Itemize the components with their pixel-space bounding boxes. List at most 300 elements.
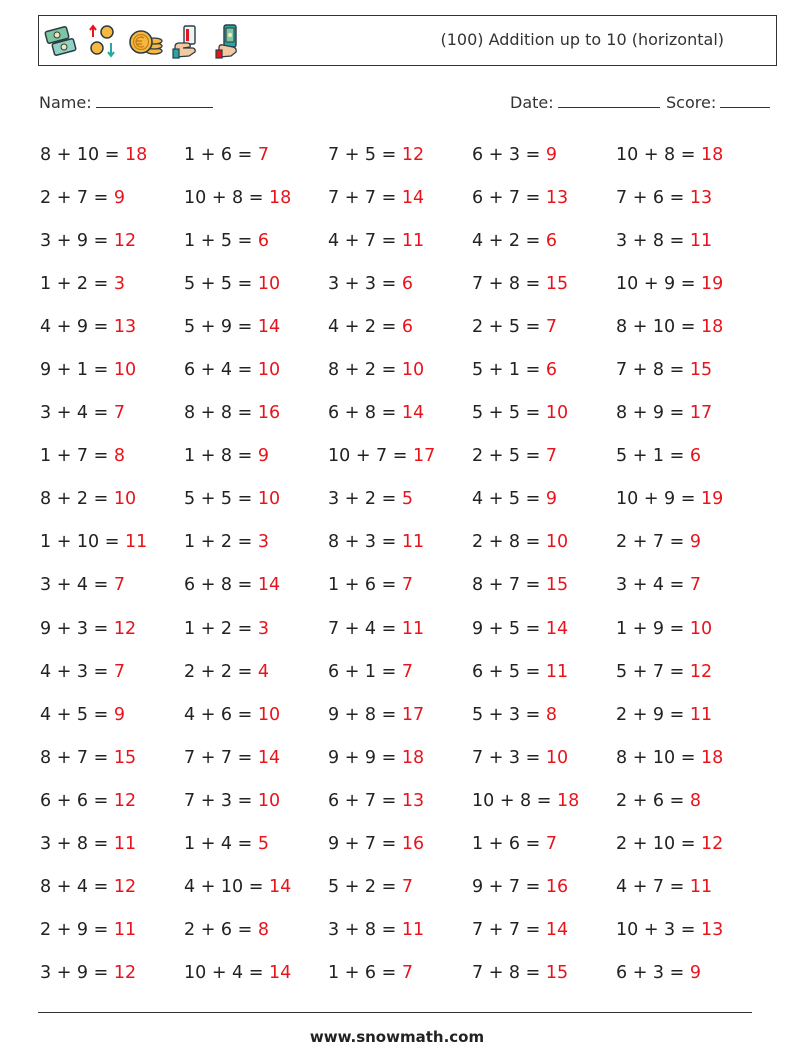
- problem-answer: 6: [401, 317, 414, 338]
- problem-cell: [616, 564, 760, 607]
- problem-question: 6 + 1 =: [328, 661, 397, 682]
- problem-cell: [40, 952, 184, 995]
- problem-question: 4 + 3 =: [40, 661, 109, 682]
- problem-question: 10 + 8 =: [472, 790, 552, 811]
- problem-question: 6 + 7 =: [472, 188, 541, 209]
- problem-cell: [472, 909, 616, 952]
- problem-answer: 19: [701, 274, 724, 295]
- problem-cell: [328, 392, 472, 435]
- problem-answer: 9: [545, 145, 558, 165]
- problem-answer: 13: [689, 188, 713, 209]
- problem-answer: 11: [689, 231, 713, 252]
- problem-answer: 8: [257, 919, 270, 940]
- problem-question: 1 + 2 =: [184, 532, 253, 553]
- problem-question: 7 + 8 =: [472, 274, 541, 295]
- problem-cell: [184, 134, 328, 177]
- problem-answer: 15: [545, 274, 569, 295]
- problem-answer: 8: [113, 446, 126, 467]
- problem-cell: [328, 952, 472, 995]
- problem-answer: 11: [113, 833, 137, 854]
- problem-question: 5 + 2 =: [328, 876, 397, 897]
- name-field[interactable]: [39, 93, 213, 112]
- problem-question: 7 + 3 =: [472, 747, 541, 768]
- problem-cell: [40, 651, 184, 694]
- problem-cell: [472, 263, 616, 306]
- problem-cell: [616, 263, 760, 306]
- problem-cell: [472, 823, 616, 866]
- problem-question: 3 + 4 =: [40, 575, 109, 596]
- problem-answer: 15: [545, 962, 569, 983]
- problem-cell: [328, 909, 472, 952]
- problem-answer: 14: [401, 188, 425, 209]
- problem-answer: 9: [545, 489, 558, 510]
- problem-question: 1 + 8 =: [184, 446, 253, 467]
- problem-answer: 7: [545, 317, 558, 338]
- problem-cell: [184, 823, 328, 866]
- problem-question: 4 + 9 =: [40, 317, 109, 338]
- problem-answer: 7: [401, 876, 414, 897]
- problem-question: 5 + 5 =: [472, 403, 541, 424]
- problem-answer: 10: [545, 747, 569, 768]
- problem-question: 1 + 4 =: [184, 833, 253, 854]
- exchange-coins-icon: [85, 23, 121, 59]
- problem-question: 9 + 7 =: [328, 833, 397, 854]
- problem-question: 9 + 7 =: [472, 876, 541, 897]
- problem-answer: 5: [257, 833, 270, 854]
- problem-cell: [616, 306, 760, 349]
- problem-question: 2 + 9 =: [40, 919, 109, 940]
- problem-answer: 16: [545, 876, 569, 897]
- problem-question: 8 + 10 =: [616, 317, 696, 338]
- problem-cell: [40, 608, 184, 651]
- problem-cell: [616, 435, 760, 478]
- problem-question: 4 + 7 =: [328, 231, 397, 252]
- problem-question: 7 + 7 =: [472, 919, 541, 940]
- problem-answer: 7: [113, 661, 126, 682]
- problem-question: 9 + 3 =: [40, 618, 109, 639]
- problem-answer: 10: [545, 532, 569, 553]
- problem-answer: 19: [701, 489, 724, 510]
- problem-question: 1 + 6 =: [328, 962, 397, 983]
- problem-answer: 8: [545, 704, 558, 725]
- problem-answer: 11: [689, 704, 713, 725]
- problem-answer: 10: [257, 790, 281, 811]
- problem-cell: [40, 306, 184, 349]
- problem-cell: [616, 952, 760, 995]
- problem-question: 7 + 7 =: [184, 747, 253, 768]
- problem-answer: 7: [689, 575, 702, 596]
- problem-question: 8 + 2 =: [40, 489, 109, 510]
- problem-question: 2 + 7 =: [616, 532, 685, 553]
- problem-answer: 10: [257, 704, 281, 725]
- problem-question: 5 + 5 =: [184, 489, 253, 510]
- problem-cell: [472, 392, 616, 435]
- problem-cell: [616, 608, 760, 651]
- problem-cell: [328, 349, 472, 392]
- problem-cell: [616, 737, 760, 780]
- problem-question: 10 + 9 =: [616, 489, 696, 510]
- problem-question: 2 + 5 =: [472, 317, 541, 338]
- problem-cell: [328, 521, 472, 564]
- problem-answer: 12: [113, 962, 137, 983]
- problem-cell: [472, 177, 616, 220]
- problem-answer: 6: [257, 231, 270, 252]
- problem-cell: [472, 521, 616, 564]
- date-blank[interactable]: [558, 93, 660, 108]
- problem-answer: 16: [257, 403, 281, 424]
- problem-question: 4 + 5 =: [40, 704, 109, 725]
- problem-cell: [328, 564, 472, 607]
- problem-answer: 10: [257, 489, 281, 510]
- problem-cell: [40, 435, 184, 478]
- problem-cell: [184, 349, 328, 392]
- problem-cell: [328, 737, 472, 780]
- date-field[interactable]: [510, 93, 660, 112]
- problem-answer: 18: [269, 188, 292, 209]
- problem-answer: 12: [689, 661, 713, 682]
- score-label: Score:: [666, 93, 717, 112]
- problem-question: 4 + 5 =: [472, 489, 541, 510]
- problem-cell: [616, 694, 760, 737]
- problem-answer: 9: [689, 962, 702, 983]
- problem-question: 7 + 4 =: [328, 618, 397, 639]
- problem-question: 4 + 6 =: [184, 704, 253, 725]
- problem-answer: 7: [401, 661, 414, 682]
- problem-answer: 7: [113, 575, 126, 596]
- problem-answer: 11: [401, 919, 425, 940]
- problem-answer: 12: [113, 790, 137, 811]
- problem-answer: 3: [257, 532, 270, 553]
- problem-cell: [472, 952, 616, 995]
- money-bills-icon: [43, 23, 79, 59]
- problem-question: 1 + 6 =: [328, 575, 397, 596]
- problem-cell: [472, 651, 616, 694]
- problem-cell: [472, 608, 616, 651]
- problem-answer: 9: [689, 532, 702, 553]
- problem-cell: [328, 866, 472, 909]
- problem-cell: [472, 564, 616, 607]
- problem-question: 8 + 7 =: [472, 575, 541, 596]
- problem-cell: [616, 392, 760, 435]
- problem-answer: 14: [545, 919, 569, 940]
- problem-cell: [40, 780, 184, 823]
- problem-answer: 9: [113, 188, 126, 209]
- problem-cell: [616, 177, 760, 220]
- problem-cell: [40, 694, 184, 737]
- problem-cell: [328, 134, 472, 177]
- problem-question: 3 + 4 =: [40, 403, 109, 424]
- problem-answer: 3: [257, 618, 270, 639]
- problem-cell: [40, 392, 184, 435]
- problem-cell: [40, 220, 184, 263]
- problem-cell: [40, 564, 184, 607]
- problem-question: 8 + 9 =: [616, 403, 685, 424]
- problem-question: 1 + 5 =: [184, 231, 253, 252]
- problem-answer: 14: [257, 575, 281, 596]
- problem-cell: [184, 263, 328, 306]
- problem-cell: [616, 866, 760, 909]
- problem-answer: 14: [401, 403, 425, 424]
- problem-question: 5 + 5 =: [184, 274, 253, 295]
- score-blank[interactable]: [720, 93, 770, 108]
- problem-question: 5 + 9 =: [184, 317, 253, 338]
- problem-question: 1 + 7 =: [40, 446, 109, 467]
- problem-question: 10 + 7 =: [328, 446, 408, 467]
- problem-answer: 13: [701, 919, 724, 940]
- problem-answer: 10: [689, 618, 713, 639]
- problem-cell: [616, 823, 760, 866]
- date-label: Date:: [510, 93, 554, 112]
- problem-question: 7 + 8 =: [616, 360, 685, 381]
- problem-answer: 17: [401, 704, 425, 725]
- problem-question: 4 + 7 =: [616, 876, 685, 897]
- problem-answer: 14: [545, 618, 569, 639]
- problem-answer: 14: [257, 317, 281, 338]
- problem-cell: [328, 651, 472, 694]
- problem-cell: [184, 608, 328, 651]
- problem-cell: [472, 478, 616, 521]
- problem-cell: [40, 866, 184, 909]
- problem-cell: [184, 866, 328, 909]
- problem-question: 2 + 9 =: [616, 704, 685, 725]
- problem-answer: 12: [113, 876, 137, 897]
- problem-answer: 14: [257, 747, 281, 768]
- problem-cell: [616, 134, 760, 177]
- problem-cell: [40, 263, 184, 306]
- problem-question: 6 + 7 =: [328, 790, 397, 811]
- problem-answer: 11: [113, 919, 137, 940]
- problem-cell: [472, 737, 616, 780]
- problem-cell: [184, 521, 328, 564]
- problem-cell: [184, 177, 328, 220]
- footer-divider: [38, 1012, 752, 1013]
- problem-answer: 7: [401, 575, 414, 596]
- problem-answer: 18: [701, 747, 724, 768]
- name-blank[interactable]: [96, 93, 213, 108]
- footer-site: www.snowmath.com: [309, 1028, 485, 1046]
- problem-cell: [472, 780, 616, 823]
- problem-answer: 14: [269, 962, 292, 983]
- hand-card-icon: [169, 23, 205, 59]
- problem-question: 3 + 9 =: [40, 231, 109, 252]
- problem-answer: 6: [545, 360, 558, 381]
- problem-answer: 7: [257, 145, 270, 165]
- problem-question: 1 + 9 =: [616, 618, 685, 639]
- problem-cell: [472, 435, 616, 478]
- problem-answer: 12: [113, 231, 137, 252]
- problem-question: 8 + 4 =: [40, 876, 109, 897]
- problem-cell: [184, 694, 328, 737]
- problem-cell: [184, 780, 328, 823]
- worksheet-title: (100) Addition up to 10 (horizontal): [440, 30, 724, 49]
- problem-cell: [472, 134, 616, 177]
- problem-cell: [616, 521, 760, 564]
- problem-cell: [40, 177, 184, 220]
- problem-answer: 6: [545, 231, 558, 252]
- problem-question: 9 + 5 =: [472, 618, 541, 639]
- problem-question: 7 + 6 =: [616, 188, 685, 209]
- problem-question: 3 + 8 =: [40, 833, 109, 854]
- problem-question: 8 + 3 =: [328, 532, 397, 553]
- problem-cell: [184, 651, 328, 694]
- problem-cell: [184, 392, 328, 435]
- problem-question: 9 + 9 =: [328, 747, 397, 768]
- problem-answer: 11: [401, 532, 425, 553]
- problem-cell: [184, 220, 328, 263]
- problem-answer: 6: [689, 446, 702, 467]
- problem-answer: 5: [401, 489, 414, 510]
- problem-question: 9 + 8 =: [328, 704, 397, 725]
- problem-cell: [328, 306, 472, 349]
- problem-answer: 12: [113, 618, 137, 639]
- problem-answer: 18: [701, 145, 724, 165]
- hand-phone-icon: [211, 23, 247, 59]
- problem-question: 2 + 2 =: [184, 661, 253, 682]
- problem-answer: 18: [401, 747, 425, 768]
- problem-cell: [616, 909, 760, 952]
- problem-question: 3 + 3 =: [328, 274, 397, 295]
- problem-cell: [328, 608, 472, 651]
- problem-cell: [40, 823, 184, 866]
- problem-cell: [472, 866, 616, 909]
- problem-question: 7 + 5 =: [328, 145, 397, 165]
- problem-cell: [472, 306, 616, 349]
- problem-question: 1 + 2 =: [184, 618, 253, 639]
- problem-answer: 8: [689, 790, 702, 811]
- problem-answer: 7: [545, 446, 558, 467]
- problem-cell: [184, 478, 328, 521]
- problem-question: 2 + 6 =: [616, 790, 685, 811]
- problem-question: 4 + 2 =: [328, 317, 397, 338]
- problem-answer: 7: [545, 833, 558, 854]
- problem-question: 3 + 2 =: [328, 489, 397, 510]
- problem-answer: 10: [257, 274, 281, 295]
- problem-question: 3 + 9 =: [40, 962, 109, 983]
- problem-cell: [40, 737, 184, 780]
- problem-answer: 4: [257, 661, 270, 682]
- problem-answer: 17: [689, 403, 713, 424]
- worksheet-header: [38, 15, 777, 66]
- problem-question: 6 + 3 =: [616, 962, 685, 983]
- problem-answer: 10: [401, 360, 425, 381]
- problem-cell: [328, 823, 472, 866]
- problem-question: 5 + 1 =: [616, 446, 685, 467]
- problem-answer: 11: [545, 661, 569, 682]
- problem-answer: 16: [401, 833, 425, 854]
- name-label: Name:: [39, 93, 92, 112]
- problem-cell: [472, 349, 616, 392]
- problem-answer: 11: [125, 532, 148, 553]
- problem-answer: 13: [113, 317, 137, 338]
- problem-question: 2 + 6 =: [184, 919, 253, 940]
- problem-answer: 18: [125, 145, 148, 165]
- problem-answer: 10: [545, 403, 569, 424]
- problem-question: 10 + 8 =: [616, 145, 696, 165]
- score-field[interactable]: [666, 93, 770, 112]
- problem-cell: [184, 306, 328, 349]
- problem-question: 8 + 7 =: [40, 747, 109, 768]
- problem-answer: 7: [401, 962, 414, 983]
- problem-question: 5 + 3 =: [472, 704, 541, 725]
- problem-cell: [328, 263, 472, 306]
- header-icons: [43, 21, 247, 61]
- problem-question: 4 + 10 =: [184, 876, 264, 897]
- problem-question: 9 + 1 =: [40, 360, 109, 381]
- problem-question: 6 + 5 =: [472, 661, 541, 682]
- problem-answer: 18: [701, 317, 724, 338]
- problem-cell: [40, 521, 184, 564]
- problem-question: 7 + 3 =: [184, 790, 253, 811]
- problem-question: 5 + 7 =: [616, 661, 685, 682]
- problem-answer: 18: [557, 790, 580, 811]
- problem-question: 6 + 4 =: [184, 360, 253, 381]
- problem-answer: 10: [113, 360, 137, 381]
- problem-answer: 12: [401, 145, 425, 165]
- problem-cell: [40, 909, 184, 952]
- problem-cell: [616, 220, 760, 263]
- problem-question: 8 + 8 =: [184, 403, 253, 424]
- problem-cell: [616, 478, 760, 521]
- problem-answer: 15: [113, 747, 137, 768]
- problem-cell: [40, 349, 184, 392]
- problem-answer: 10: [113, 489, 137, 510]
- problem-question: 5 + 1 =: [472, 360, 541, 381]
- problem-question: 7 + 7 =: [328, 188, 397, 209]
- problem-question: 6 + 8 =: [328, 403, 397, 424]
- problem-question: 1 + 2 =: [40, 274, 109, 295]
- problem-answer: 9: [113, 704, 126, 725]
- problem-question: 4 + 2 =: [472, 231, 541, 252]
- problem-question: 1 + 6 =: [472, 833, 541, 854]
- problem-answer: 13: [401, 790, 425, 811]
- problem-question: 10 + 3 =: [616, 919, 696, 940]
- problem-answer: 11: [689, 876, 713, 897]
- problem-cell: [184, 737, 328, 780]
- problem-question: 2 + 7 =: [40, 188, 109, 209]
- problem-cell: [184, 952, 328, 995]
- problem-question: 10 + 8 =: [184, 188, 264, 209]
- problem-question: 10 + 4 =: [184, 962, 264, 983]
- problem-cell: [40, 478, 184, 521]
- problem-question: 1 + 10 =: [40, 532, 120, 553]
- problem-answer: 3: [113, 274, 126, 295]
- problem-cell: [472, 220, 616, 263]
- problem-cell: [616, 651, 760, 694]
- problem-cell: [616, 780, 760, 823]
- coin-stack-icon: [127, 23, 163, 59]
- problem-answer: 11: [401, 618, 425, 639]
- problem-cell: [328, 177, 472, 220]
- problem-cell: [328, 694, 472, 737]
- problem-answer: 7: [113, 403, 126, 424]
- problem-question: 3 + 4 =: [616, 575, 685, 596]
- problem-question: 2 + 8 =: [472, 532, 541, 553]
- problem-answer: 10: [257, 360, 281, 381]
- problem-answer: 6: [401, 274, 414, 295]
- problem-question: 10 + 9 =: [616, 274, 696, 295]
- problem-cell: [328, 478, 472, 521]
- problem-cell: [328, 435, 472, 478]
- problem-question: 2 + 10 =: [616, 833, 696, 854]
- problem-question: 3 + 8 =: [616, 231, 685, 252]
- problem-answer: 15: [545, 575, 569, 596]
- problem-question: 6 + 6 =: [40, 790, 109, 811]
- problem-question: 6 + 8 =: [184, 575, 253, 596]
- problem-answer: 15: [689, 360, 713, 381]
- problem-cell: [328, 780, 472, 823]
- problem-question: 7 + 8 =: [472, 962, 541, 983]
- problem-cell: [40, 134, 184, 177]
